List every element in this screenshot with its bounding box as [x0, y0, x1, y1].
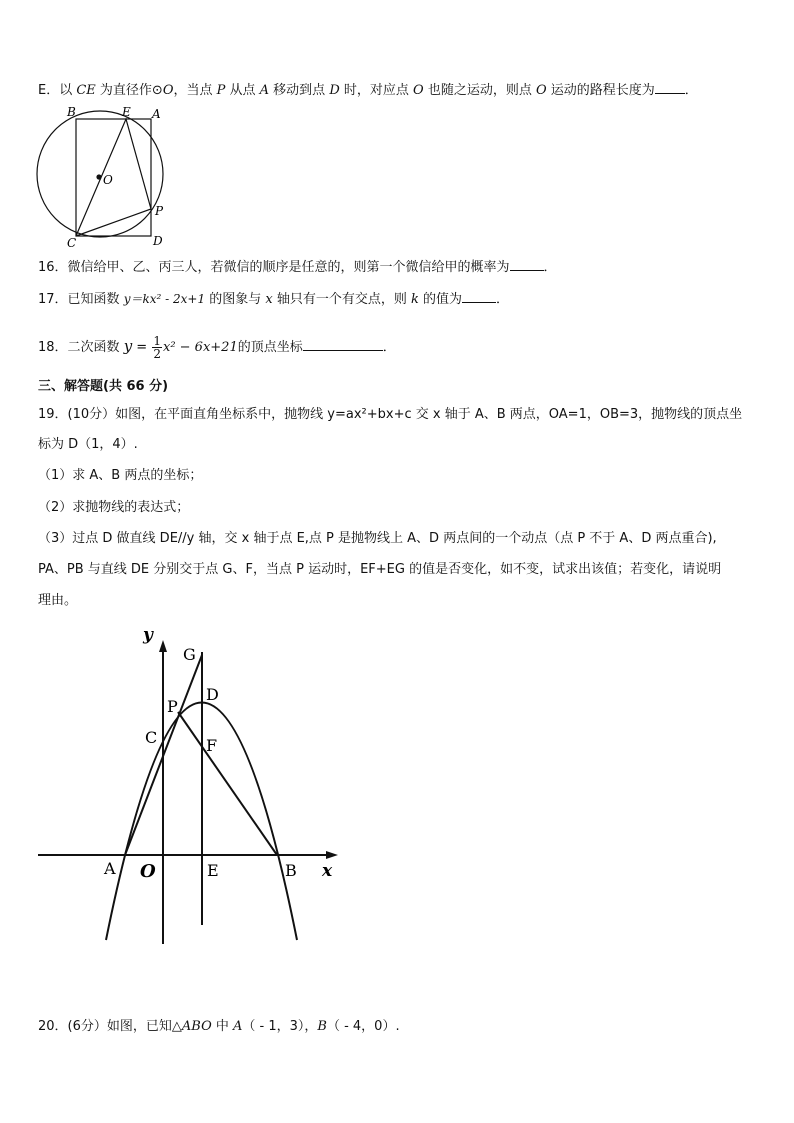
q19-line1: 19．(10分）如图，在平面直角坐标系中，抛物线 y=ax²+bx+c 交 x 轴于 A、B 两点，OA=1，OB=3，抛物线的顶点坐 [38, 407, 743, 422]
label-d: D [153, 234, 163, 248]
label-a: A [152, 107, 161, 121]
label-d: D [206, 685, 219, 704]
label-c: C [67, 236, 77, 250]
x-axis-arrow [326, 851, 338, 859]
y-axis-arrow [159, 640, 167, 652]
label-a: A [104, 859, 116, 878]
fraction-one-half: $\frac{1}{2}$ [153, 334, 161, 361]
label-b: B [67, 105, 76, 119]
q19-line2: 标为 D（1，4）. [38, 437, 138, 452]
section-title: 三、解答题(共 66 分) [38, 379, 169, 394]
label-c: C [145, 728, 158, 747]
label-e: E [207, 861, 219, 880]
label-y: y [143, 625, 153, 645]
q18-text: 18．二次函数 y = $\frac{1}{2}$ x² − 6x+21的顶点坐标 ． [38, 334, 396, 361]
q17-text: 17．已知函数 y＝kx² - 2x+1 的图象与 x 轴只有一个有交点，则 k 的值为 ． [38, 292, 510, 307]
label-o: O [103, 173, 113, 187]
q19-part2: （2）求抛物线的表达式； [38, 500, 190, 515]
q19-part3a: （3）过点 D 做直线 DE//y 轴，交 x 轴于点 E,点 P 是抛物线上 A、D 两点间的一个动点（点 P 不于 A、D 两点重合), [38, 531, 717, 546]
q19-part3b: PA、PB 与直线 DE 分别交于点 G、F，当点 P 运动时，EF+EG 的值是否变化，如不变，试求出该值；若变化，请说明 [38, 562, 722, 577]
q20-text: 20．(6分）如图，已知△ABO 中 A（ - 1，3），B（ - 4，0）. [38, 1019, 400, 1034]
label-p: P [167, 697, 178, 716]
label-p: P [155, 204, 164, 218]
label-b: B [285, 861, 297, 880]
label-g: G [183, 645, 196, 664]
q19-part3c: 理由。 [38, 593, 78, 608]
q16-text: 16．微信给甲、乙、丙三人，若微信的顺序是任意的，则第一个微信给甲的概率为 ． [38, 260, 557, 275]
label-x: x [322, 861, 333, 881]
q15-text: E．以 CE 为直径作⊙O，当点 P 从点 A 移动到点 D 时，对应点 O 也随之运动，则点 O 运动的路程长度为 ． [38, 83, 698, 98]
label-e: E [122, 105, 131, 119]
segment-pb [178, 712, 277, 855]
q19-part1: （1）求 A、B 两点的坐标； [38, 468, 203, 483]
label-o: O [140, 861, 156, 882]
label-f: F [206, 736, 218, 755]
